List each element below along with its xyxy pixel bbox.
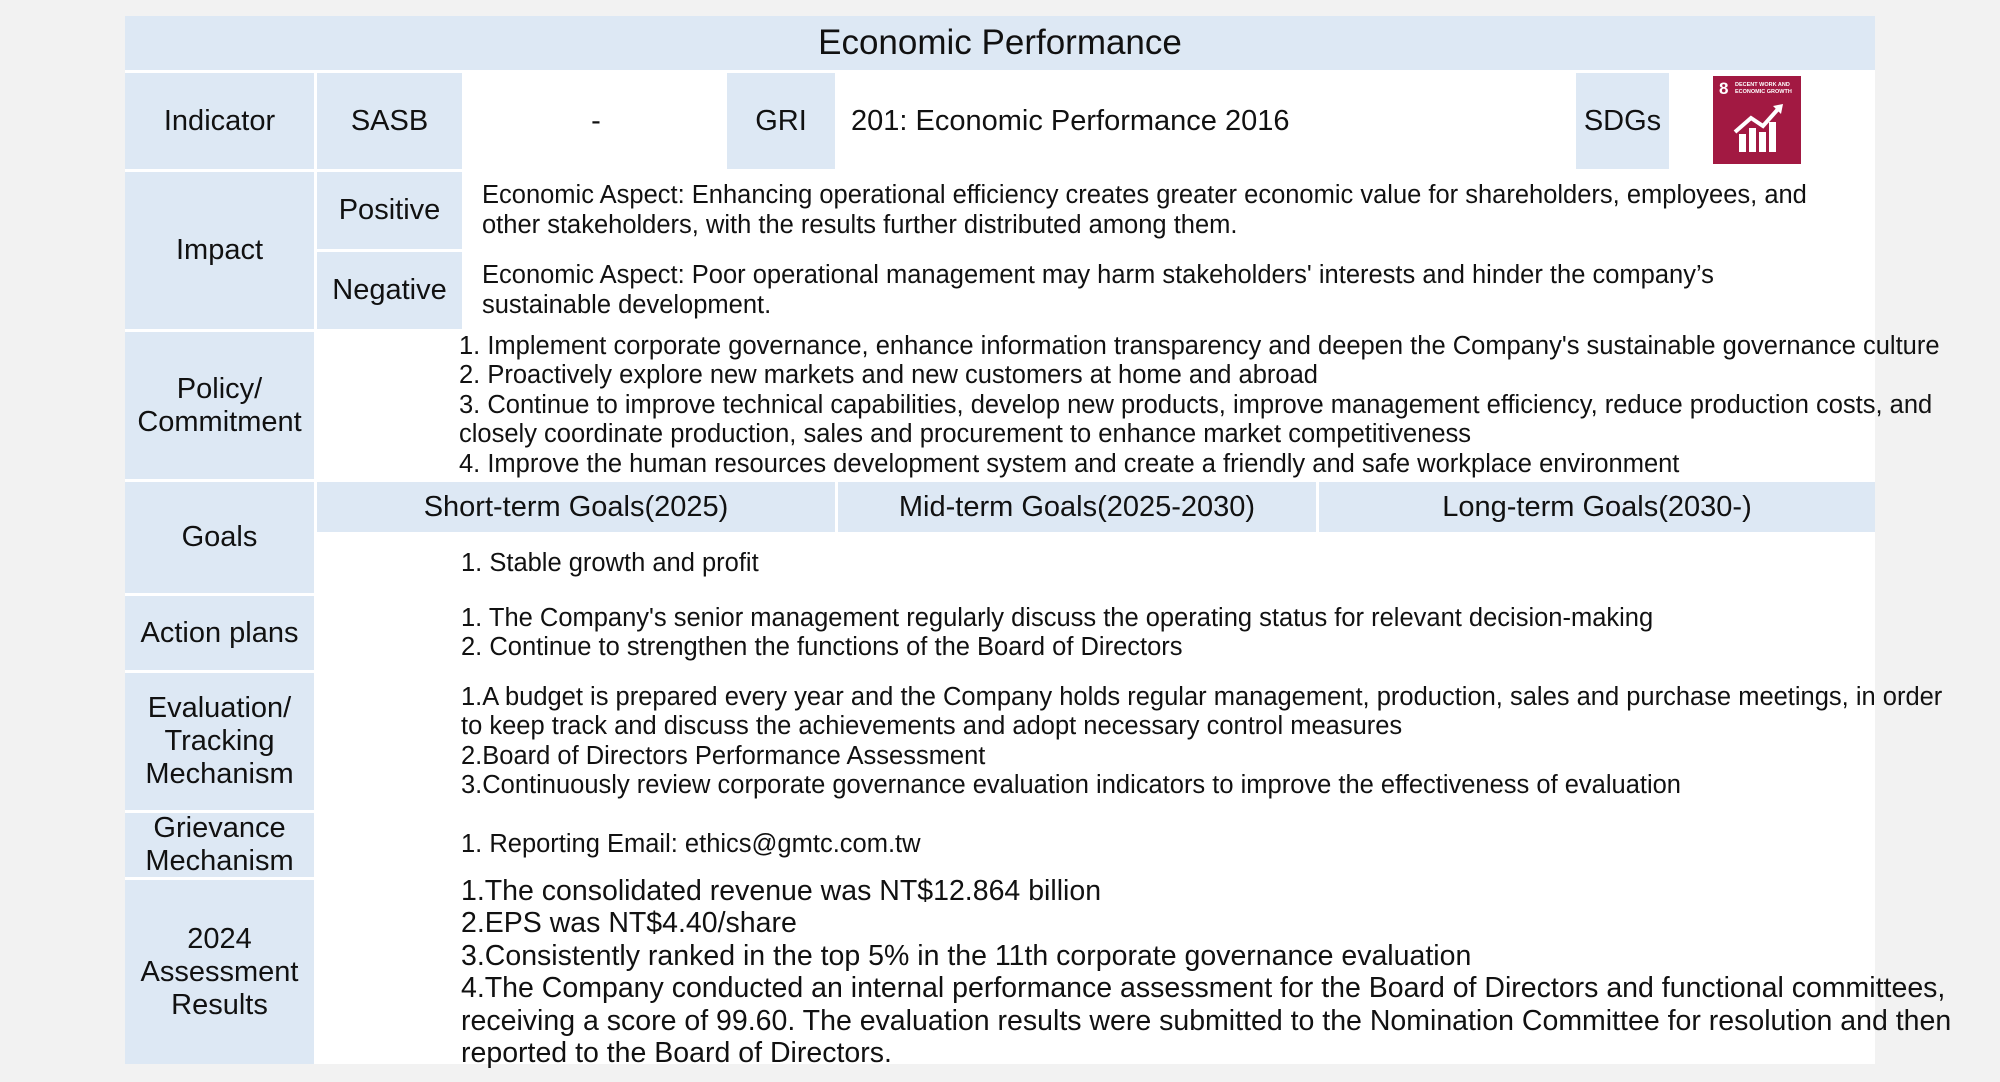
goals-content xyxy=(317,535,1875,593)
sdg-number: 8 xyxy=(1719,79,1729,98)
short-term-text: Short-term Goals(2025) xyxy=(423,490,729,523)
sdg-8-icon xyxy=(1713,76,1801,164)
label-line: Assessment xyxy=(140,955,299,988)
label-line: Commitment xyxy=(137,405,302,438)
text-line: 1. Implement corporate governance, enhance information transparency and deepen the Company's sustainable governance culture xyxy=(459,331,1940,360)
text-line: closely coordinate production, sales and procurement to enhance market competitiveness xyxy=(459,420,1472,449)
goals-label-text: Goals xyxy=(181,521,258,553)
label-line: 2024 xyxy=(187,922,252,955)
gri-label xyxy=(727,73,835,169)
gri-value xyxy=(835,73,1701,169)
sdgs-label-text: SDGs xyxy=(1583,104,1662,137)
text-line: reported to the Board of Directors. xyxy=(461,1037,892,1069)
text-line: 2. Proactively explore new markets and new customers at home and abroad xyxy=(459,361,1318,390)
long-term-text: Long-term Goals(2030-) xyxy=(1442,490,1752,523)
negative-label xyxy=(317,252,462,329)
policy-label xyxy=(125,332,314,479)
evaluation-content xyxy=(317,673,1943,810)
long-term-goals-header xyxy=(1319,482,1875,532)
sasb-value-text: - xyxy=(591,104,601,137)
goals-label xyxy=(125,482,314,593)
text-line: 2.Board of Directors Performance Assessment xyxy=(461,741,986,770)
economic-performance-table xyxy=(125,16,1952,1069)
negative-impact-text xyxy=(465,252,1875,329)
grievance-content-text: 1. Reporting Email: ethics@gmtc.com.tw xyxy=(461,830,921,859)
text-line: 1.A budget is prepared every year and the Company holds regular management, production, sales and purchase meetings, in order xyxy=(461,682,1943,711)
positive-label xyxy=(317,172,462,249)
sasb-value xyxy=(465,73,727,169)
label-line: Mechanism xyxy=(145,758,294,790)
results-label xyxy=(125,880,314,1064)
text-line: 3. Continue to improve technical capabilities, develop new products, improve management efficiency, reduce production costs, and xyxy=(459,390,1933,419)
label-line: Grievance xyxy=(153,812,286,844)
label-line: Evaluation/ xyxy=(147,692,292,724)
action-plans-content xyxy=(317,596,1875,670)
impact-label-text: Impact xyxy=(175,234,264,266)
label-line: Results xyxy=(171,988,268,1021)
impact-label xyxy=(125,172,314,329)
results-content xyxy=(317,874,1952,1069)
sdgs-label xyxy=(1576,73,1669,169)
label-line: Policy/ xyxy=(176,372,263,405)
label-line: Tracking xyxy=(164,725,275,757)
label-line: Mechanism xyxy=(145,845,294,877)
indicator-label-text: Indicator xyxy=(163,104,276,137)
evaluation-label xyxy=(125,673,314,810)
text-line: 4. Improve the human resources development system and create a friendly and safe workplace environment xyxy=(459,449,1680,478)
table-title xyxy=(125,16,1875,70)
sasb-label-text: SASB xyxy=(350,104,429,137)
policy-content xyxy=(317,331,1940,479)
grievance-label xyxy=(125,813,314,877)
sasb-label xyxy=(317,73,462,169)
text-line: Economic Aspect: Poor operational management may harm stakeholders' interests and hinder the company’s xyxy=(482,261,1714,289)
grievance-content xyxy=(317,813,1875,877)
text-line: sustainable development. xyxy=(482,290,772,319)
text-line: 1.The consolidated revenue was NT$12.864 billion xyxy=(461,874,1102,907)
text-line: Economic Aspect: Enhancing operational efficiency creates greater economic value for shareholders, employees, and xyxy=(482,181,1807,209)
sdg-caption: DECENT WORK AND ECONOMIC GROWTH xyxy=(1735,82,1792,95)
text-line: 2.EPS was NT$4.40/share xyxy=(461,907,797,939)
action-plans-label xyxy=(125,596,314,670)
action-plans-label-text: Action plans xyxy=(140,616,299,649)
growth-chart-icon xyxy=(1713,76,1801,164)
goals-content-text: 1. Stable growth and profit xyxy=(461,549,759,578)
positive-impact-text xyxy=(465,172,1875,249)
indicator-label xyxy=(125,73,314,169)
mid-term-goals-header xyxy=(838,482,1316,532)
gri-label-text: GRI xyxy=(755,104,807,137)
text-line: to keep track and discuss the achievements and adopt necessary control measures xyxy=(461,712,1403,740)
positive-label-text: Positive xyxy=(338,194,441,226)
short-term-goals-header xyxy=(317,482,835,532)
text-line: receiving a score of 99.60. The evaluation results were submitted to the Nomination Committee for resolution and then xyxy=(461,1004,1952,1037)
text-line: other stakeholders, with the results further distributed among them. xyxy=(482,210,1238,239)
text-line: 3.Consistently ranked in the top 5% in the 11th corporate governance evaluation xyxy=(461,939,1472,972)
mid-term-text: Mid-term Goals(2025-2030) xyxy=(898,490,1256,523)
text-line: 3.Continuously review corporate governance evaluation indicators to improve the effectiveness of evaluation xyxy=(461,771,1681,799)
text-line: 4.The Company conducted an internal performance assessment for the Board of Directors and functional committees, xyxy=(461,972,1946,1004)
gri-value-text: 201: Economic Performance 2016 xyxy=(851,104,1290,137)
title-text: Economic Performance xyxy=(818,23,1182,62)
negative-label-text: Negative xyxy=(332,274,447,306)
text-line: 2. Continue to strengthen the functions of the Board of Directors xyxy=(461,633,1183,661)
text-line: 1. The Company's senior management regularly discuss the operating status for relevant decision-making xyxy=(461,603,1654,632)
